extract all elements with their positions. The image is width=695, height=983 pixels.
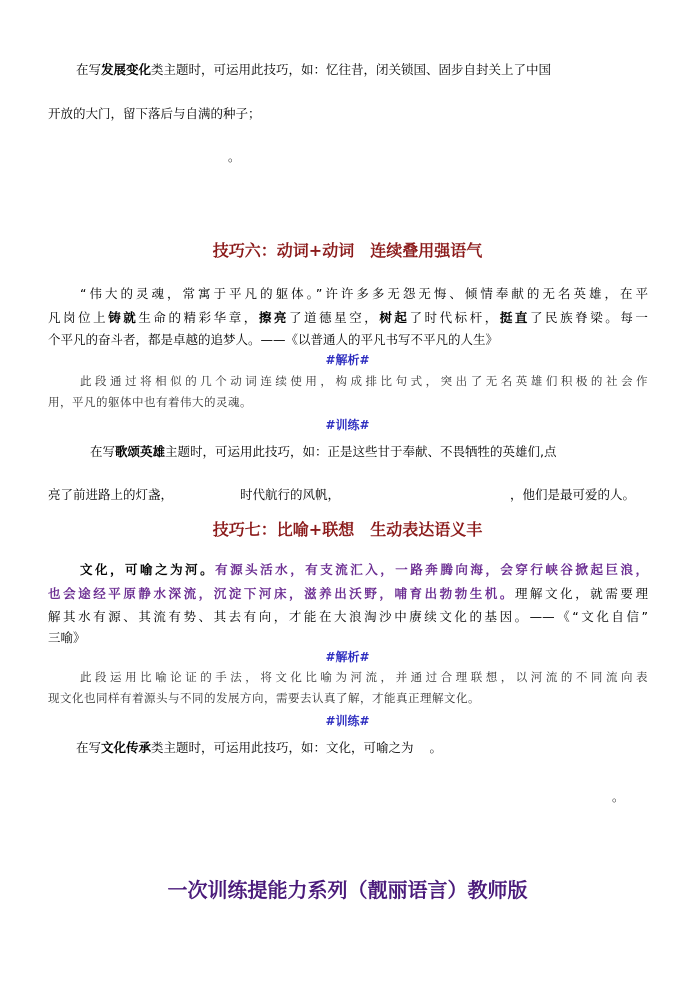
skill6-training-line-2c: ，他们是最可爱的人。 bbox=[510, 487, 636, 502]
skill7-analysis-line-1: 此段运用比喻论证的手法，将文化比喻为河流，并通过合理联想，以河流的不同流向表 bbox=[80, 670, 648, 684]
para-highlight: 有源头活水，有支流汇入，一路奔腾向海，会穿行峡谷掀起巨浪， bbox=[215, 562, 648, 577]
skill7-training-line bbox=[76, 738, 442, 758]
para-text: 生命的精彩华章， bbox=[138, 310, 259, 325]
skill7-para-line-2 bbox=[48, 584, 648, 602]
training-text: 在写 bbox=[90, 444, 116, 459]
training-text: 在写 bbox=[76, 740, 102, 755]
para-lead: 文化，可喻之为河。 bbox=[80, 562, 216, 577]
skill7-analysis-mark: #解析# bbox=[325, 650, 370, 664]
skill6-training-line-2b: 时代航行的风帆， bbox=[240, 487, 341, 502]
training-text: 类主题时，可运用此技巧，如：文化，可喻之为 bbox=[151, 740, 414, 755]
para-text: 了民族脊梁。每一 bbox=[529, 310, 648, 325]
para-text: 凡岗位上 bbox=[48, 310, 109, 325]
skill6-training-mark: #训练# bbox=[325, 418, 370, 432]
intro-theme: 发展变化 bbox=[101, 62, 152, 77]
skill7-training-mark: #训练# bbox=[325, 714, 370, 728]
skill6-title: 技巧六：动词+动词 连续叠用强语气 bbox=[212, 241, 483, 260]
para-verb: 挺直 bbox=[499, 310, 530, 325]
skill7-para-line-4: 三喻》 bbox=[48, 630, 86, 645]
skill6-analysis-mark: #解析# bbox=[325, 353, 370, 367]
training-theme: 歌颂英雄 bbox=[115, 444, 166, 459]
footer-title: 一次训练提能力系列（靓丽语言）教师版 bbox=[167, 878, 528, 902]
training-theme: 文化传承 bbox=[101, 740, 152, 755]
skill6-training-line-1 bbox=[90, 442, 557, 462]
period-mark: 。 bbox=[612, 790, 625, 804]
intro-line-1 bbox=[76, 60, 551, 80]
skill6-analysis-line-1: 此段通过将相似的几个动词连续使用，构成排比句式，突出了无名英雄们积极的社会作 bbox=[80, 374, 648, 388]
skill6-analysis-line-2: 用，平凡的躯体中也有着伟大的灵魂。 bbox=[48, 395, 252, 409]
skill7-analysis-line-2: 现文化也同样有着源头与不同的发展方向，需要去认真了解，才能真正理解文化。 bbox=[48, 691, 480, 705]
skill7-title: 技巧七：比喻+联想 生动表达语义丰 bbox=[212, 520, 483, 539]
para-verb: 铸就 bbox=[108, 310, 139, 325]
intro-text: 类主题时，可运用此技巧，如：忆往昔，闭关锁国、固步自封关上了中国 bbox=[151, 62, 552, 77]
period-mark: 。 bbox=[228, 150, 241, 164]
intro-line-2: 开放的大门，留下落后与自满的种子； bbox=[48, 106, 261, 121]
skill7-para-line-3: 解其水有源、其流有势、其去有向，才能在大浪淘沙中赓续文化的基因。——《“文化自信” bbox=[48, 609, 648, 624]
para-text: 理解文化，就需要理 bbox=[514, 586, 648, 601]
para-verb: 树起 bbox=[379, 310, 410, 325]
para-verb: 擦亮 bbox=[258, 310, 289, 325]
para-text: 了道德星空， bbox=[288, 310, 380, 325]
skill6-para-line-1: “伟大的灵魂，常寓于平凡的躯体。”许许多多无怨无悔、倾情奉献的无名英雄，在平 bbox=[80, 286, 648, 301]
training-text: 主题时，可运用此技巧，如：正是这些甘于奉献、不畏牺牲的英雄们,点 bbox=[165, 444, 557, 459]
para-text: 了时代标杆， bbox=[409, 310, 500, 325]
para-highlight: 也会途经平原静水深流，沉淀下河床，滋养出沃野，哺育出勃勃生机。 bbox=[48, 586, 515, 601]
skill6-training-line-2a: 亮了前进路上的灯盏， bbox=[48, 487, 174, 502]
training-text: 。 bbox=[429, 740, 443, 755]
skill6-para-line-3: 个平凡的奋斗者，都是卓越的追梦人。——《以普通人的平凡书写不平凡的人生》 bbox=[48, 332, 499, 347]
intro-text: 在写 bbox=[76, 62, 102, 77]
skill7-para-line-1 bbox=[80, 560, 648, 578]
skill6-para-line-2 bbox=[48, 308, 648, 326]
